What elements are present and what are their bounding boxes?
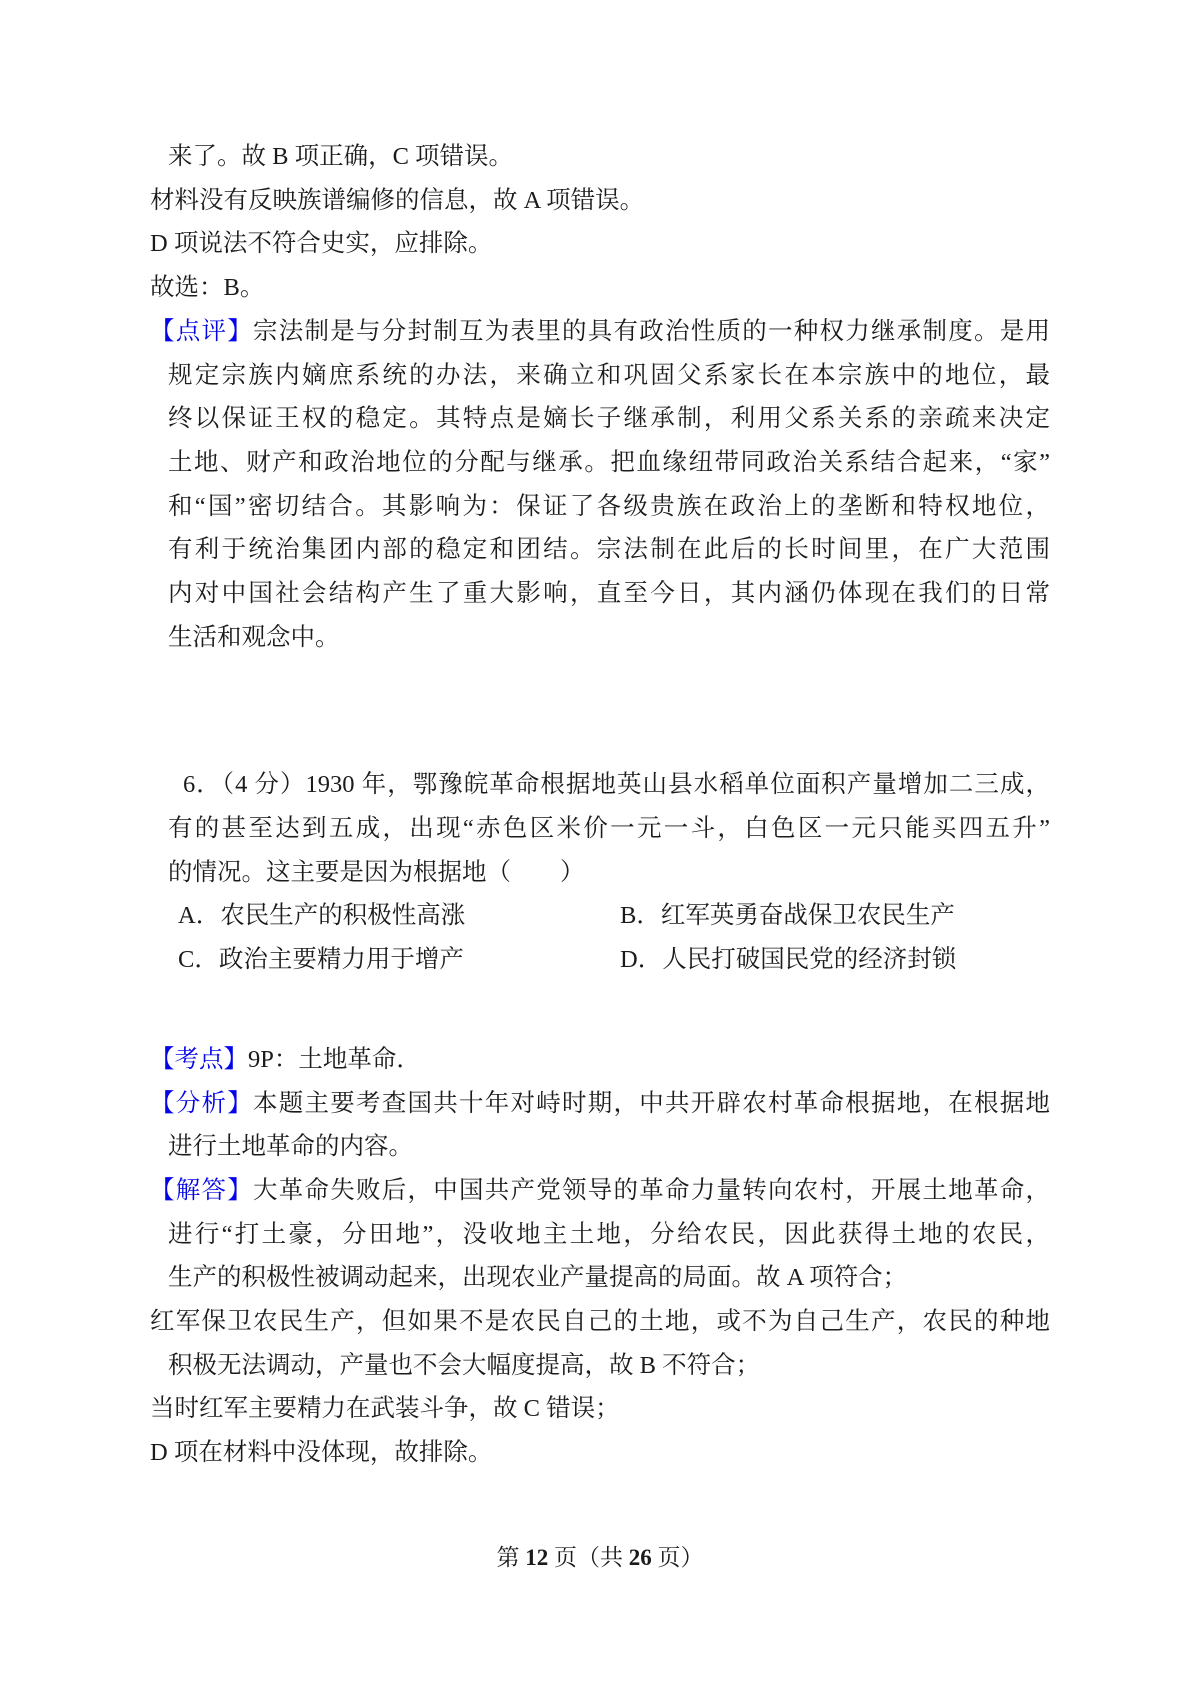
text-line: 进行土地革命的内容。 [168,1133,413,1161]
text-line: 土地、财产和政治地位的分配与继承。把血缘纽带同政治关系结合起来，“家” [168,448,1050,476]
footer-middle: 页（共 [548,1545,629,1570]
text-line: 故选：B。 [150,274,265,302]
section-label: 【考点】 [150,1045,248,1073]
text-line: 终以保证王权的稳定。其特点是嫡长子继承制，利用父系关系的亲疏来决定 [168,405,1050,433]
option-row [150,938,1050,982]
text-line: 规定宗族内嫡庶系统的办法，来确立和巩固父系家长在本宗族中的地位，最 [168,361,1050,389]
option-item: B．红军英勇奋战保卫农民生产 [620,902,955,930]
section-label: 【分析】 [150,1089,253,1117]
text-line: 红军保卫农民生产，但如果不是农民自己的土地，或不为自己生产，农民的种地 [150,1307,1050,1335]
labeled-text-line: 【考点】9P：土地革命． [150,1045,421,1073]
option-item: D．人民打破国民党的经济封锁 [620,946,957,974]
page-footer [150,1541,1050,1575]
labeled-text-line: 【解答】大革命失败后，中国共产党领导的革命力量转向农村，开展土地革命， [150,1176,1050,1204]
option-item: C．政治主要精力用于增产 [178,946,464,974]
labeled-text-line: 【点评】宗法制是与分封制互为表里的具有政治性质的一种权力继承制度。是用 [150,317,1050,345]
text-line: 材料没有反映族谱编修的信息，故 A 项错误。 [150,186,645,214]
option-row [150,894,1050,938]
text-line: 来了。故 B 项正确，C 项错误。 [168,143,514,170]
section-label: 【点评】 [150,317,253,345]
section-label: 【解答】 [150,1176,253,1204]
text-line: 生产的积极性被调动起来，出现农业产量提高的局面。故 A 项符合； [168,1264,908,1292]
document-body [150,135,1050,1475]
text-line: D 项在材料中没体现，故排除。 [150,1439,493,1467]
text-line: 的情况。这主要是因为根据地（ ） [168,858,585,886]
text-line: 进行“打土豪，分田地”，没收地主土地，分给农民，因此获得土地的农民， [168,1220,1050,1248]
text-line: 生活和观念中。 [168,623,340,651]
text-line: 和“国”密切结合。其影响为：保证了各级贵族在政治上的垄断和特权地位， [168,492,1050,520]
text-line: 6．（4 分）1930 年，鄂豫皖革命根据地英山县水稻单位面积产量增加二三成， [183,771,1050,799]
footer-prefix: 第 [496,1545,526,1570]
footer-total-pages: 26 [628,1545,652,1570]
footer-page-number: 12 [525,1545,549,1570]
text-line: 积极无法调动，产量也不会大幅度提高，故 B 不符合； [168,1351,761,1379]
footer-suffix: 页） [651,1545,704,1570]
text-line: 有的甚至达到五成，出现“赤色区米价一元一斗，白色区一元只能买四五升” [168,815,1050,843]
text-line: 内对中国社会结构产生了重大影响，直至今日，其内涵仍体现在我们的日常 [168,579,1050,607]
text-line: 有利于统治集团内部的稳定和团结。宗法制在此后的长时间里，在广大范围 [168,536,1050,564]
text-line: D 项说法不符合史实，应排除。 [150,230,493,258]
text-line: 当时红军主要精力在武装斗争，故 C 错误； [150,1395,620,1423]
labeled-text-line: 【分析】本题主要考查国共十年对峙时期，中共开辟农村革命根据地，在根据地 [150,1089,1050,1117]
option-item: A．农民生产的积极性高涨 [178,902,466,930]
